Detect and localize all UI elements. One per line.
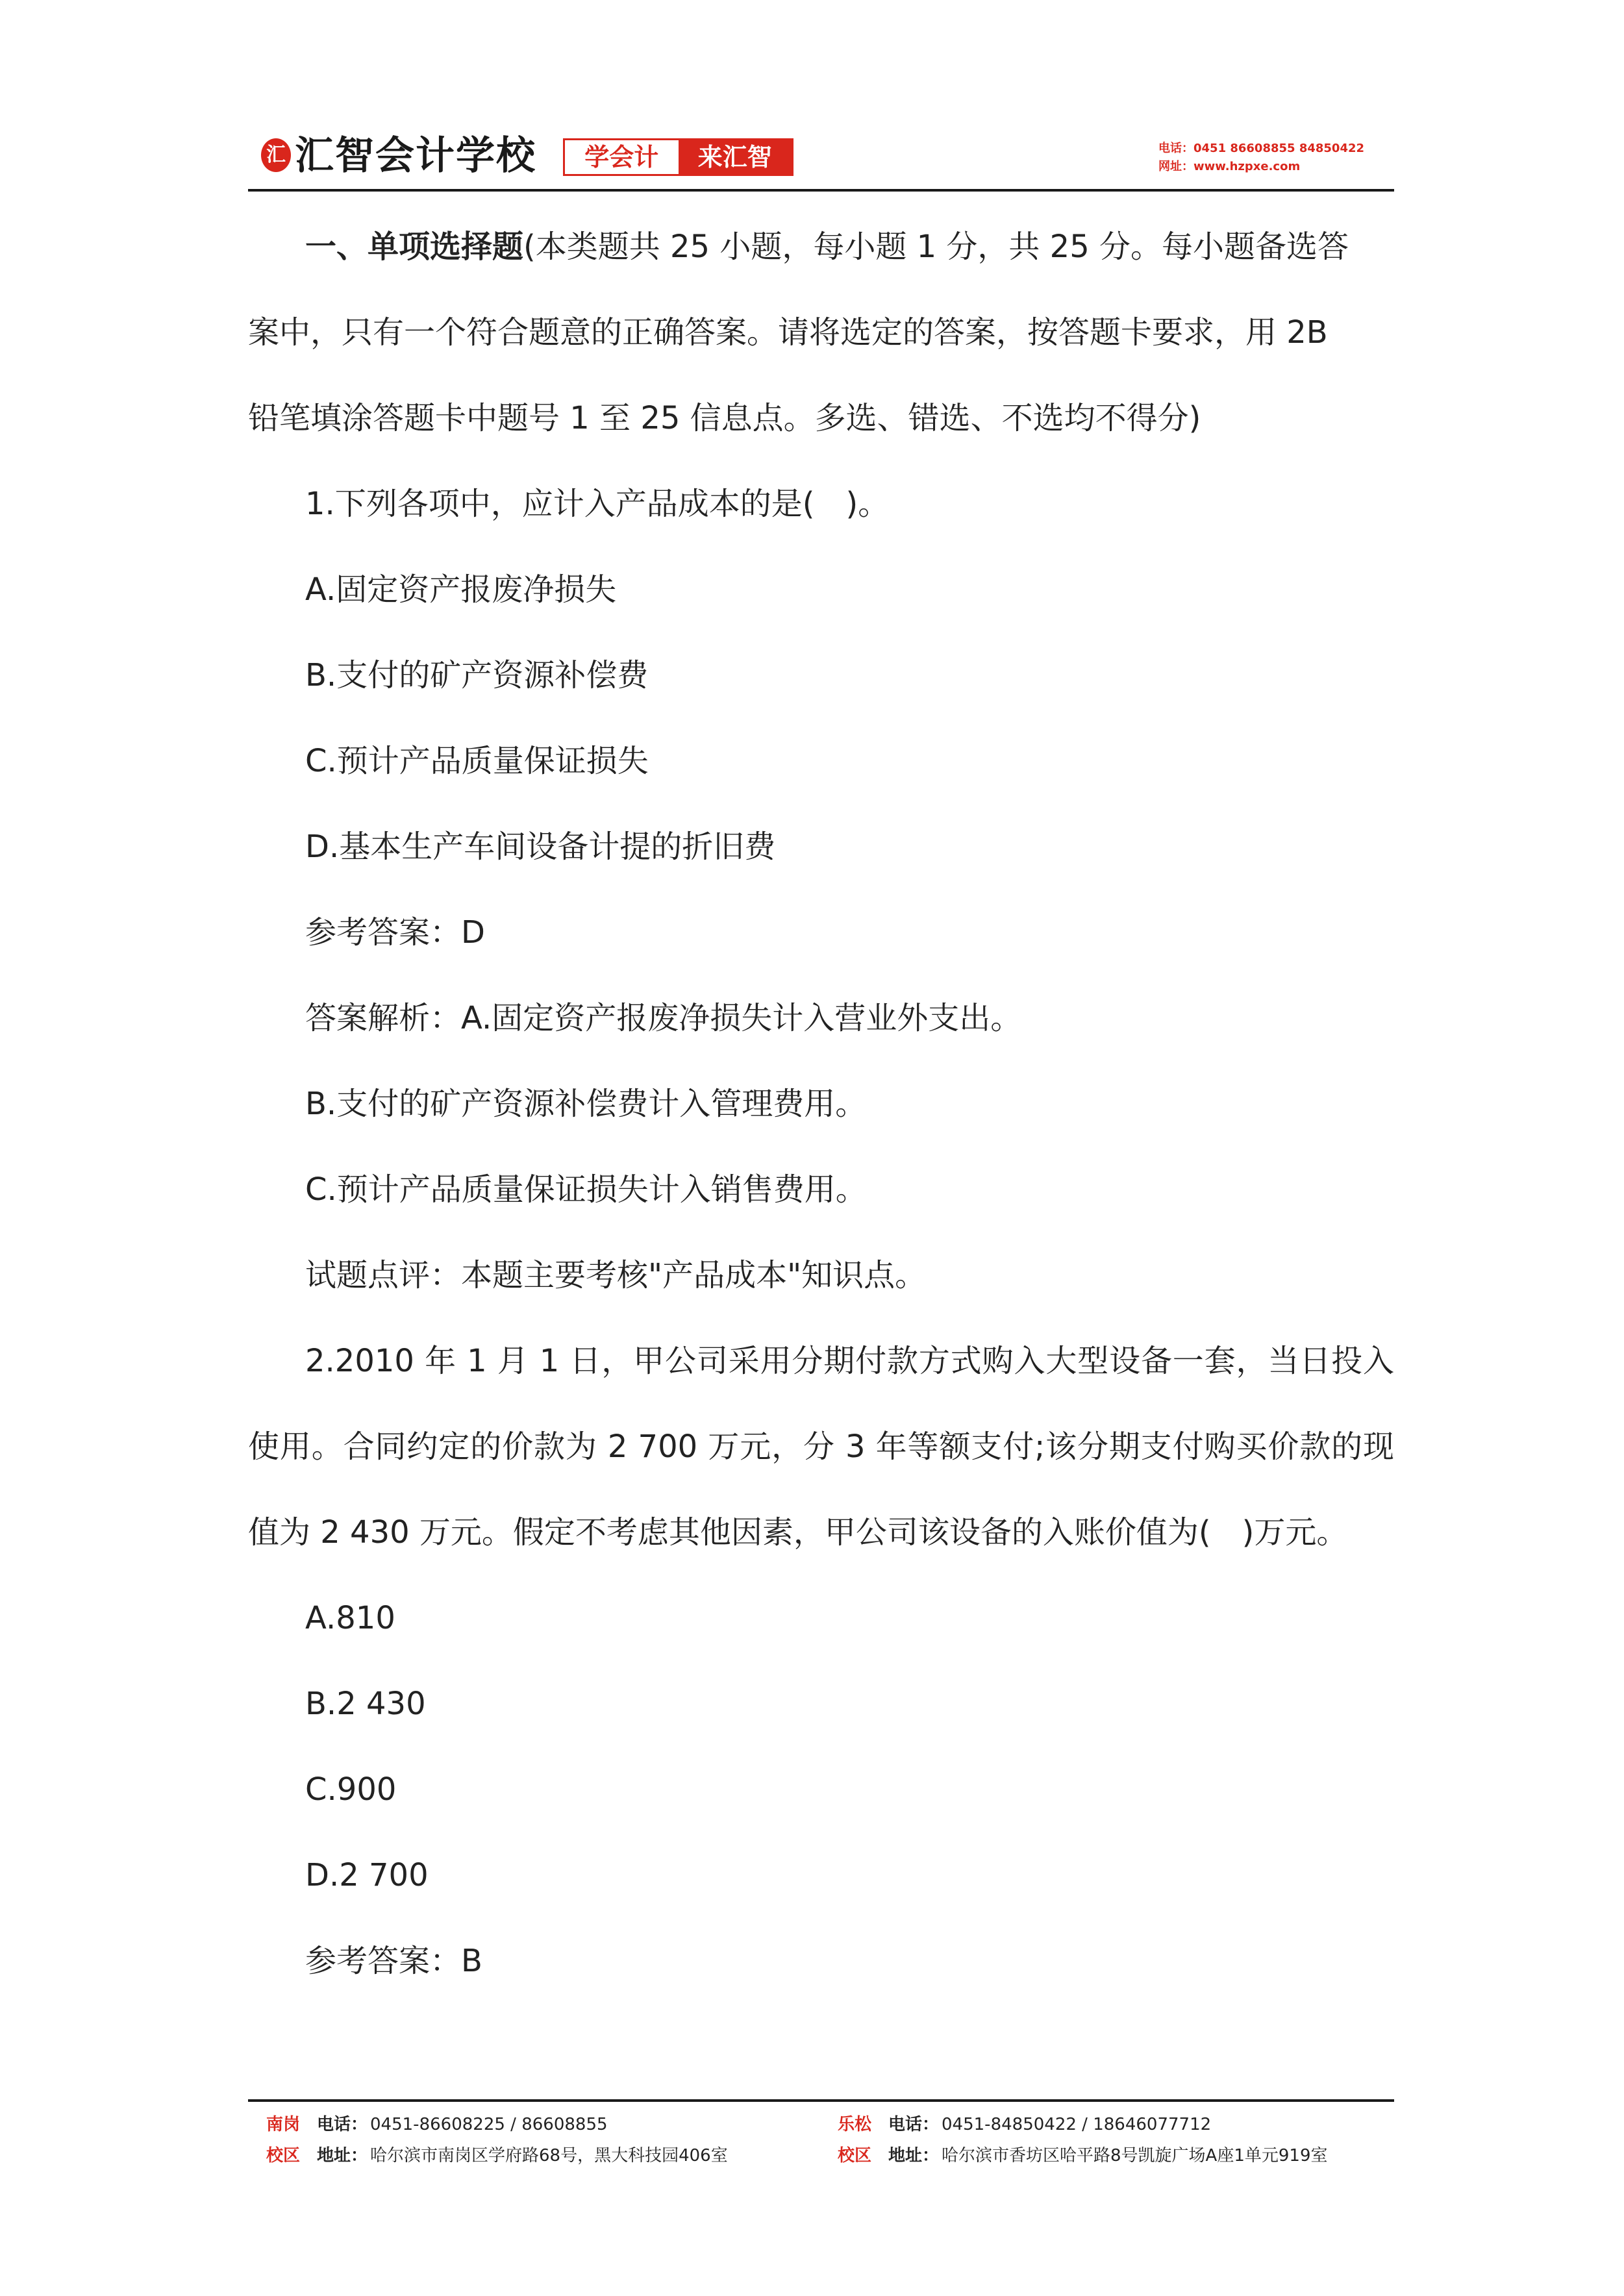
campus-address: 哈尔滨市香坊区哈平路8号凯旋广场A座1单元919室 (942, 2146, 1328, 2165)
header-website: 网址：www.hzpxe.com (1158, 160, 1301, 173)
question-1-explanation-b: B.支付的矿产资源补偿费计入管理费用。 (305, 1086, 867, 1122)
header-divider (248, 189, 1394, 192)
logo-badge-icon: 汇 (261, 138, 291, 172)
question-2-option-d: D.2 700 (305, 1857, 429, 1893)
question-2-stem: 2.2010 年 1 月 1 日，甲公司采用分期付款方式购入大型设备一套，当日投入使用。合同约定的价款为 2 700 万元，分 3 年等额支付;该分期支付购买价款的现值为 2 430 万元。假定不考虑其他因素，甲公司该设备的入账价值为( )万元。 (248, 1343, 1394, 1551)
question-1-stem: 1.下列各项中，应计入产品成本的是( )。 (305, 486, 890, 522)
question-2-option-c: C.900 (305, 1771, 397, 1808)
campus-name-top: 乐松 (838, 2115, 872, 2134)
question-1-explanation-c: C.预计产品质量保证损失计入销售费用。 (305, 1171, 867, 1208)
question-1-option-b: B.支付的矿产资源补偿费 (305, 657, 649, 693)
question-1-comment: 试题点评：本题主要考核"产品成本"知识点。 (305, 1257, 927, 1293)
campus-phone: 0451-86608225 / 86608855 (370, 2115, 608, 2134)
question-1-option-a: A.固定资产报废净损失 (305, 571, 617, 608)
question-2-option-b: B.2 430 (305, 1686, 426, 1722)
document-body (248, 204, 1394, 2004)
address-label: 地址： (888, 2146, 940, 2165)
question-1-option-d: D.基本生产车间设备计提的折旧费 (305, 829, 776, 865)
section-instructions-line-3: 铅笔填涂答题卡中题号 1 至 25 信息点。多选、错选、不选均不得分) (248, 400, 1201, 436)
phone-label: 电话： (888, 2115, 940, 2134)
question-1-explanation-a: 答案解析：A.固定资产报废净损失计入营业外支出。 (305, 1000, 1022, 1036)
page-footer (266, 2109, 1396, 2180)
campus-name-top: 南岗 (266, 2115, 301, 2134)
address-label: 地址： (317, 2146, 368, 2165)
slogan-left: 学会计 (565, 140, 679, 174)
campus-name-bottom: 校区 (838, 2146, 872, 2165)
phone-label: 电话： (317, 2115, 368, 2134)
campus-phone: 0451-84850422 / 18646077712 (942, 2115, 1212, 2134)
footer-campus-nangang (266, 2109, 838, 2171)
section-title: 一、单项选择题 (305, 229, 524, 265)
question-2-answer: 参考答案：B (305, 1943, 482, 1979)
slogan-box (563, 138, 793, 176)
section-instructions-line-2: 案中，只有一个符合题意的正确答案。请将选定的答案，按答题卡要求，用 2B (248, 314, 1328, 351)
question-2-option-a: A.810 (305, 1600, 395, 1636)
campus-name-bottom: 校区 (266, 2146, 301, 2165)
slogan-right: 来汇智 (679, 140, 792, 174)
school-name: 汇智会计学校 (295, 133, 536, 179)
page-header (248, 127, 1394, 192)
footer-divider (248, 2099, 1394, 2102)
section-instructions-line-1 (248, 204, 1394, 290)
header-contact (1158, 140, 1392, 176)
campus-address: 哈尔滨市南岗区学府路68号，黑大科技园406室 (370, 2146, 728, 2165)
header-phone: 电话：0451 86608855 84850422 (1158, 142, 1365, 155)
question-1-option-c: C.预计产品质量保证损失 (305, 743, 649, 779)
school-logo (248, 129, 806, 181)
footer-campus-lesong (838, 2109, 1409, 2171)
section-instructions-text: (本类题共 25 小题，每小题 1 分，共 25 分。每小题备选答 (523, 229, 1349, 265)
question-1-answer: 参考答案：D (305, 914, 485, 951)
